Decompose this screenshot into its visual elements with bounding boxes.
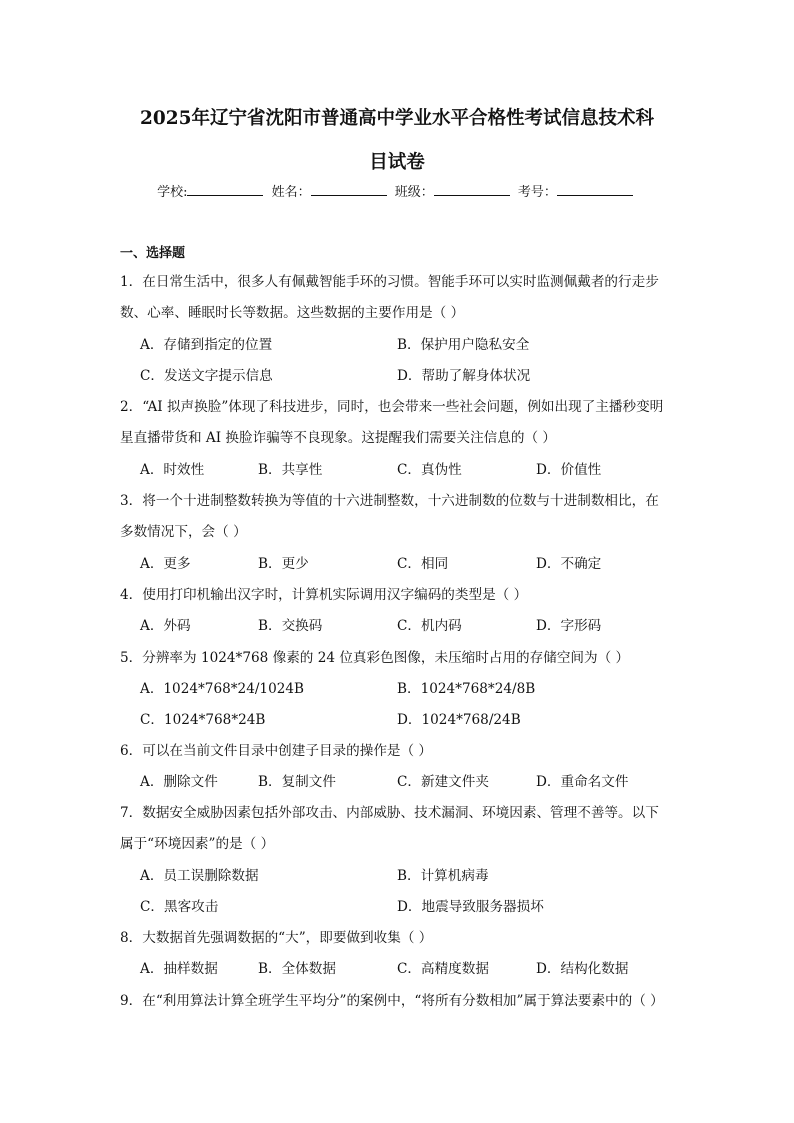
question-2-option-d[interactable]: D．价值性 bbox=[536, 462, 602, 478]
class-label: 班级： bbox=[394, 185, 434, 200]
question-4-option-a[interactable]: A．外码 bbox=[140, 618, 191, 634]
class-field[interactable] bbox=[434, 183, 510, 196]
question-2-option-c[interactable]: C．真伪性 bbox=[397, 462, 462, 478]
question-5-option-a[interactable]: A．1024*768*24/1024B bbox=[140, 681, 305, 697]
question-4-option-d[interactable]: D．字形码 bbox=[536, 618, 602, 634]
question-6-option-a[interactable]: A．删除文件 bbox=[140, 774, 218, 790]
question-4-option-c[interactable]: C．机内码 bbox=[397, 618, 462, 634]
question-7-line-1: 7．数据安全威胁因素包括外部攻击、内部威胁、技术漏洞、环境因素、管理不善等。以下 bbox=[120, 805, 659, 821]
question-5-option-c[interactable]: C．1024*768*24B bbox=[140, 712, 266, 728]
question-1-line-1: 1．在日常生活中，很多人有佩戴智能手环的习惯。智能手环可以实时监测佩戴者的行走步 bbox=[120, 274, 659, 290]
question-1-option-b[interactable]: B．保护用户隐私安全 bbox=[397, 337, 530, 353]
question-8-line-1: 8．大数据首先强调数据的“大”，即要做到收集（ ） bbox=[120, 930, 433, 946]
question-3-option-c[interactable]: C．相同 bbox=[397, 556, 449, 572]
question-7-option-a[interactable]: A．员工误删除数据 bbox=[140, 868, 259, 884]
student-info-row bbox=[0, 181, 794, 200]
school-field[interactable] bbox=[187, 183, 263, 196]
question-2-option-b[interactable]: B．共享性 bbox=[258, 462, 323, 478]
question-6-option-c[interactable]: C．新建文件夹 bbox=[397, 774, 489, 790]
question-2-line-1: 2．“AI 拟声换脸”体现了科技进步，同时，也会带来一些社会问题，例如出现了主播秒变明 bbox=[120, 399, 664, 415]
question-5-option-b[interactable]: B．1024*768*24/8B bbox=[397, 681, 536, 697]
name-field[interactable] bbox=[311, 183, 387, 196]
exam-title-line-2: 目试卷 bbox=[369, 152, 425, 173]
question-1-line-2: 数、心率、睡眠时长等数据。这些数据的主要作用是（ ） bbox=[120, 305, 465, 321]
section-heading: 一、选择题 bbox=[120, 246, 186, 261]
question-5-option-d[interactable]: D．1024*768/24B bbox=[397, 712, 521, 728]
question-3-option-b[interactable]: B．更少 bbox=[258, 556, 309, 572]
question-3-line-1: 3．将一个十进制整数转换为等值的十六进制整数，十六进制数的位数与十进制数相比，在 bbox=[120, 493, 659, 509]
question-8-option-a[interactable]: A．抽样数据 bbox=[140, 961, 218, 977]
question-5-line-1: 5．分辨率为 1024*768 像素的 24 位真彩色图像，未压缩时占用的存储空间为（ ） bbox=[120, 650, 630, 666]
question-7-option-b[interactable]: B．计算机病毒 bbox=[397, 868, 489, 884]
question-2-option-a[interactable]: A．时效性 bbox=[140, 462, 205, 478]
question-6-line-1: 6．可以在当前文件目录中创建子目录的操作是（ ） bbox=[120, 743, 433, 759]
question-4-line-1: 4．使用打印机输出汉字时，计算机实际调用汉字编码的类型是（ ） bbox=[120, 587, 528, 603]
question-7-option-d[interactable]: D．地震导致服务器损坏 bbox=[397, 899, 544, 915]
question-3-option-a[interactable]: A．更多 bbox=[140, 556, 191, 572]
exam-number-label: 考号： bbox=[517, 185, 557, 200]
question-6-option-b[interactable]: B．复制文件 bbox=[258, 774, 336, 790]
question-9-line-1: 9．在“利用算法计算全班学生平均分”的案例中，“将所有分数相加”属于算法要素中的（ ） bbox=[120, 993, 664, 1009]
question-8-option-d[interactable]: D．结构化数据 bbox=[536, 961, 629, 977]
exam-number-field[interactable] bbox=[557, 183, 633, 196]
question-3-line-2: 多数情况下，会（ ） bbox=[120, 524, 247, 540]
exam-title-line-1: 2025年辽宁省沈阳市普通高中学业水平合格性考试信息技术科 bbox=[140, 108, 654, 129]
question-1-option-d[interactable]: D．帮助了解身体状况 bbox=[397, 368, 531, 384]
question-7-line-2: 属于“环境因素”的是（ ） bbox=[120, 836, 275, 852]
name-label: 姓名： bbox=[271, 185, 311, 200]
question-1-option-c[interactable]: C．发送文字提示信息 bbox=[140, 368, 273, 384]
question-2-line-2: 星直播带货和 AI 换脸诈骗等不良现象。这提醒我们需要关注信息的（ ） bbox=[120, 430, 556, 446]
question-7-option-c[interactable]: C．黑客攻击 bbox=[140, 899, 219, 915]
school-label: 学校: bbox=[157, 185, 188, 200]
question-8-option-b[interactable]: B．全体数据 bbox=[258, 961, 336, 977]
question-4-option-b[interactable]: B．交换码 bbox=[258, 618, 323, 634]
question-3-option-d[interactable]: D．不确定 bbox=[536, 556, 602, 572]
question-6-option-d[interactable]: D．重命名文件 bbox=[536, 774, 629, 790]
question-8-option-c[interactable]: C．高精度数据 bbox=[397, 961, 489, 977]
question-1-option-a[interactable]: A．存储到指定的位置 bbox=[140, 337, 273, 353]
